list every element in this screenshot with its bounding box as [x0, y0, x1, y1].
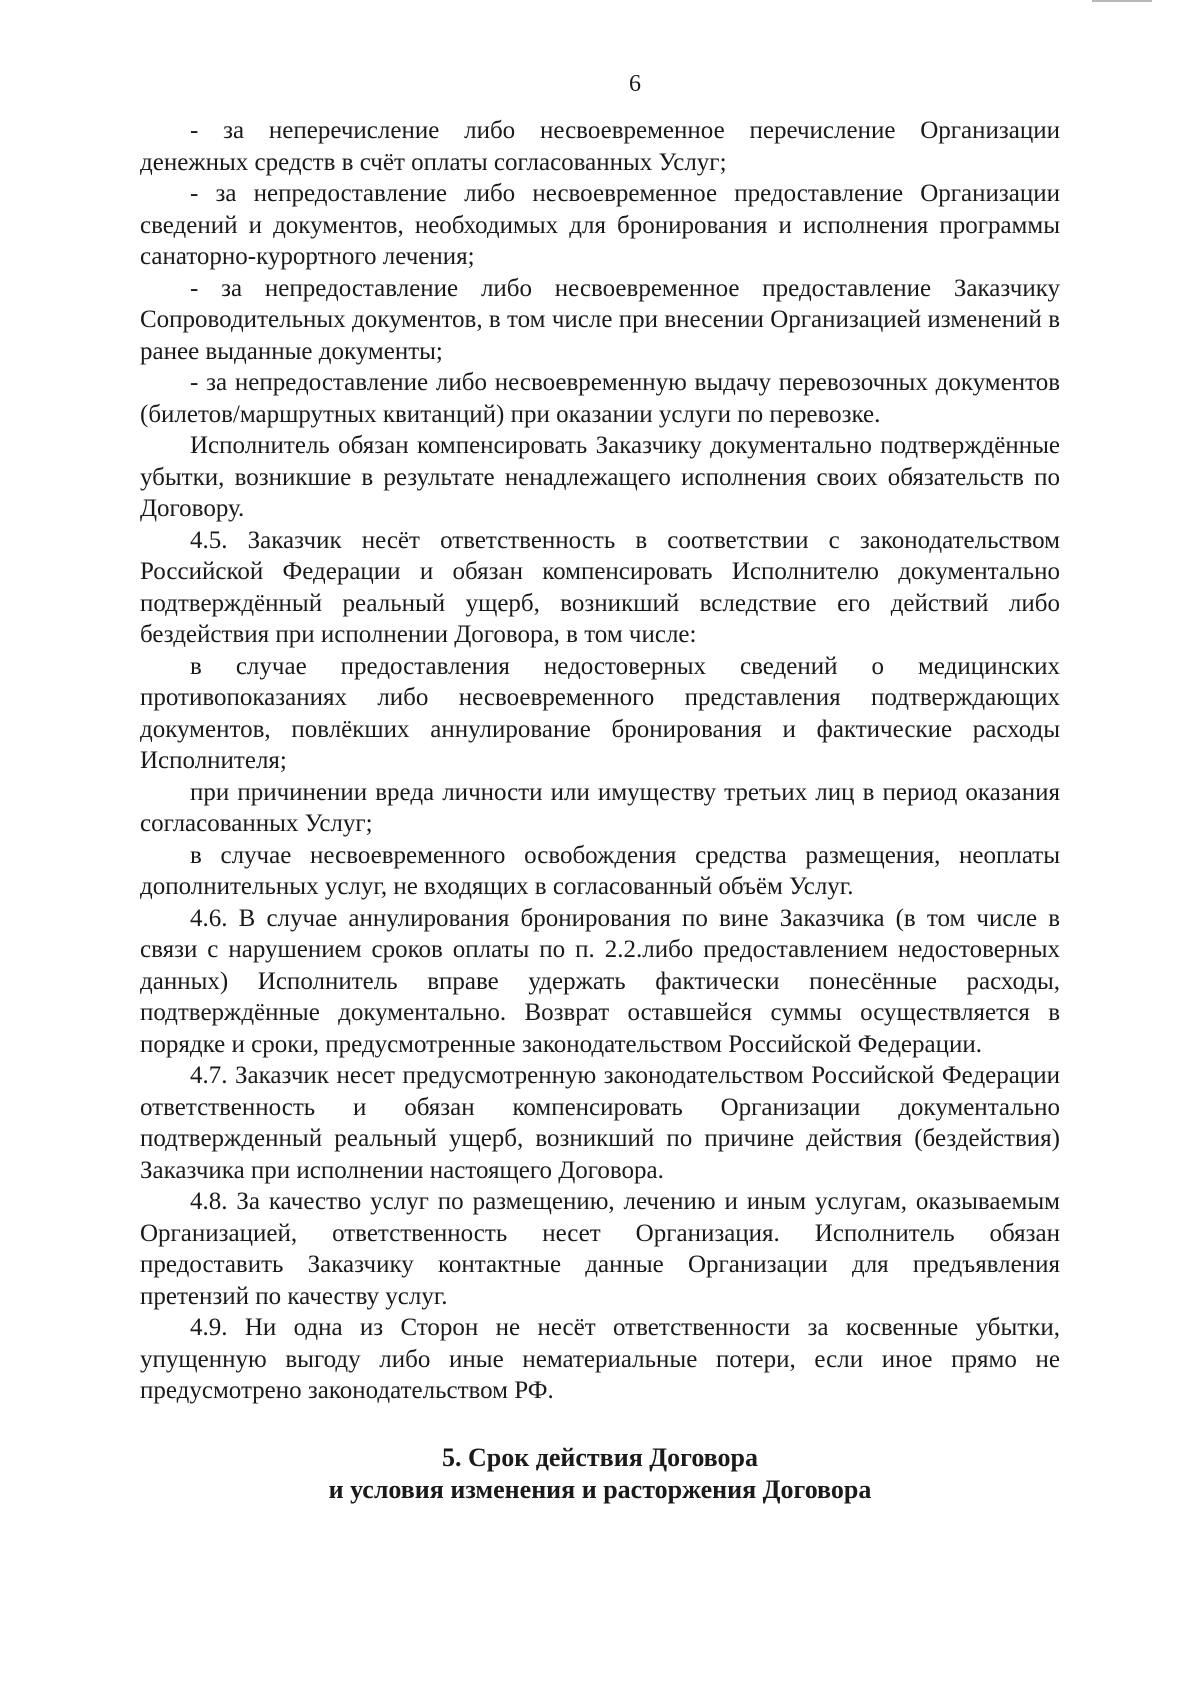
paragraph-clause-4-5-item-3: в случае несвоевременного освобождения средства размещения, неоплаты дополнительных услуг, не входящих в согласованный объём Услуг.: [140, 841, 1060, 900]
paragraph-clause-4-8: 4.8. За качество услуг по размещению, лечению и иным услугам, оказываемым Организацией, ответственность несет Организация. Исполнитель обязан предоставить Заказчику контактные данные Организации для предъявления претензий по качеству услуг.: [140, 1188, 1060, 1310]
paragraph-liability-information: - за непредоставление либо несвоевременное предоставление Организации сведений и документов, необходимых для бронирования и исполнения программы санаторно-курортного лечения;: [140, 180, 1060, 270]
paragraph-liability-transfer-funds: - за неперечисление либо несвоевременное перечисление Организации денежных средств в счёт оплаты согласованных Услуг;: [140, 117, 1060, 176]
paragraph-liability-transport-documents: - за непредоставление либо несвоевременную выдачу перевозочных документов (билетов/маршрутных квитанций) при оказании услуги по перевозке.: [140, 369, 1060, 428]
paragraph-clause-4-6: 4.6. В случае аннулирования бронирования по вине Заказчика (в том числе в связи с нарушением сроков оплаты по п. 2.2.либо предоставлением недостоверных данных) Исполнитель вправе удержать фактически понесённые расходы, подтверждённые документально. Возврат оставшейся суммы осуществляется в порядке и сроки, предусмотренные законодательством Российской Федерации.: [140, 904, 1060, 1058]
scan-edge-mark: [1092, 0, 1152, 8]
document-body: [140, 115, 1060, 1407]
section-heading: [140, 1442, 1060, 1506]
section-heading-line-2: и условия изменения и расторжения Договора: [328, 1475, 872, 1504]
paragraph-liability-accompanying-documents: - за непредоставление либо несвоевременное предоставление Заказчику Сопроводительных документов, в том числе при внесении Организацией изменений в ранее выданные документы;: [140, 274, 1060, 365]
paragraph-clause-4-5: 4.5. Заказчик несёт ответственность в соответствии с законодательством Российской Федерации и обязан компенсировать Исполнителю документально подтверждённый реальный ущерб, возникший вследствие его действий либо бездействия при исполнении Договора, в том числе:: [140, 526, 1060, 648]
paragraph-contractor-compensation: Исполнитель обязан компенсировать Заказчику документально подтверждённые убытки, возникшие в результате ненадлежащего исполнения своих обязательств по Договору.: [140, 432, 1060, 522]
paragraph-clause-4-5-item-1: в случае предоставления недостоверных сведений о медицинских противопоказаниях либо несвоевременного представления подтверждающих документов, повлёкших аннулирование бронирования и фактические расходы Исполнителя;: [140, 652, 1060, 774]
page-number: 6: [629, 71, 641, 97]
paragraph-clause-4-7: 4.7. Заказчик несет предусмотренную законодательством Российской Федерации ответственность и обязан компенсировать Организации документально подтвержденный реальный ущерб, возникший по причине действия (бездействия) Заказчика при исполнении настоящего Договора.: [140, 1062, 1060, 1184]
section-heading-line-1: 5. Срок действия Договора: [441, 1443, 758, 1472]
paragraph-clause-4-5-item-2: при причинении вреда личности или имуществу третьих лиц в период оказания согласованных Услуг;: [140, 778, 1060, 837]
paragraph-clause-4-9: 4.9. Ни одна из Сторон не несёт ответственности за косвенные убытки, упущенную выгоду либо иные нематериальные потери, если иное прямо не предусмотрено законодательством РФ.: [140, 1314, 1060, 1404]
